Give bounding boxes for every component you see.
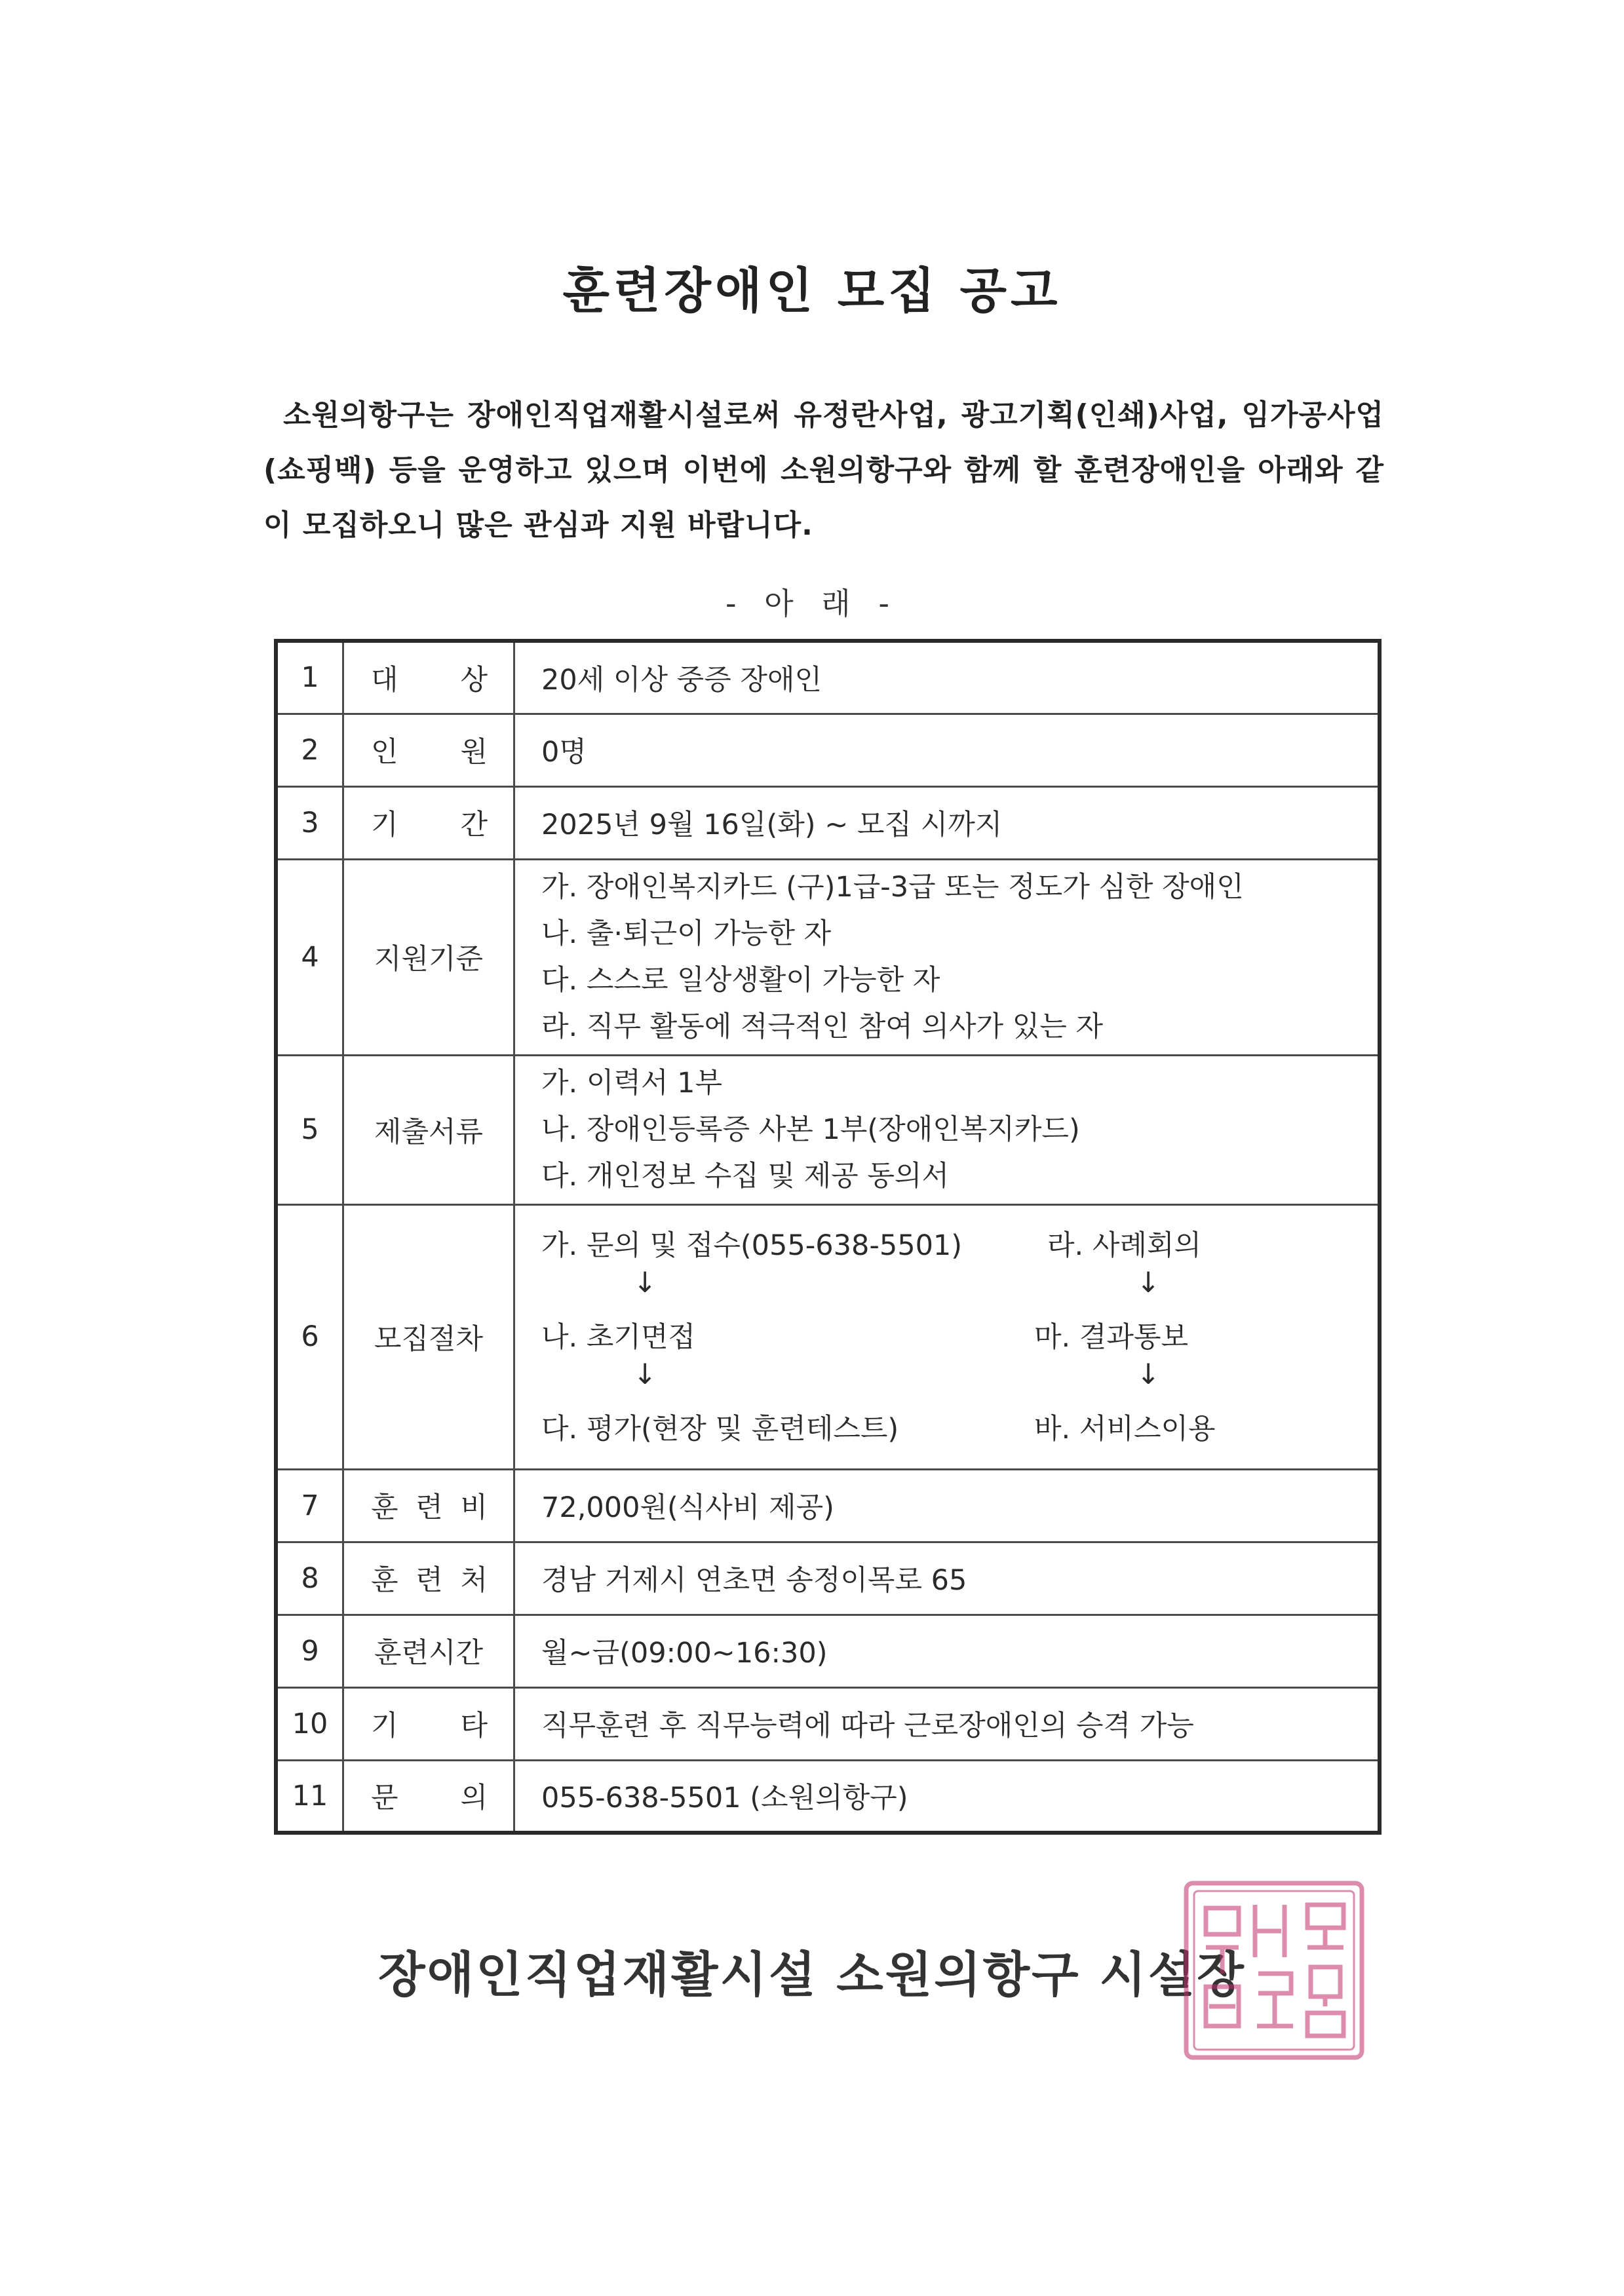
row-number: 8 [276, 1542, 343, 1615]
row-number: 6 [276, 1204, 343, 1469]
row-label: 모집절차 [343, 1204, 514, 1469]
row-label [343, 1469, 514, 1542]
row-value: 경남 거제시 연초면 송정이목로 65 [514, 1542, 1380, 1615]
row-value: 직무훈련 후 직무능력에 따라 근로장애인의 승격 가능 [514, 1687, 1380, 1760]
intro-paragraph: 소원의항구는 장애인직업재활시설로써 유정란사업, 광고기획(인쇄)사업, 임가공사업(쇼핑백) 등을 운영하고 있으며 이번에 소원의항구와 함께 할 훈련장애인을 아래와 같이 모집하오니 많은 관심과 지원 바랍니다. [263, 398, 1384, 542]
procedure-step: 마. 결과통보 [1034, 1320, 1189, 1354]
label-char: 타 [460, 1710, 488, 1742]
row-value: 72,000원(식사비 제공) [514, 1469, 1380, 1542]
table-row [276, 786, 1380, 859]
criteria-line: 다. 스스로 일상생활이 가능한 자 [541, 963, 940, 997]
row-label: 제출서류 [343, 1055, 514, 1204]
criteria-line: 라. 직무 활동에 적극적인 참여 의사가 있는 자 [541, 1010, 1104, 1043]
official-seal-icon [1180, 1875, 1370, 2065]
row-number: 9 [276, 1615, 343, 1687]
row-label [343, 1542, 514, 1615]
procedure-step: 다. 평가(현장 및 훈련테스트) [541, 1412, 899, 1445]
table-row [276, 1542, 1380, 1615]
row-value [514, 1055, 1380, 1204]
label-char: 간 [460, 809, 488, 841]
recruitment-table [274, 639, 1382, 1835]
row-number: 4 [276, 859, 343, 1055]
procedure-step: 바. 서비스이용 [1034, 1412, 1216, 1445]
row-value: 월~금(09:00~16:30) [514, 1615, 1380, 1687]
down-arrow-icon: ↓ [633, 1266, 657, 1299]
row-label [343, 786, 514, 859]
row-number: 1 [276, 641, 343, 714]
procedure-step: 나. 초기면접 [541, 1320, 696, 1354]
page-title: 훈련장애인 모집 공고 [562, 263, 1062, 319]
label-char: 원 [460, 736, 488, 769]
row-label: 지원기준 [343, 859, 514, 1055]
label-char: 대 [371, 663, 398, 697]
label-char: 훈 [371, 1564, 398, 1597]
document-line: 나. 장애인등록증 사본 1부(장애인복지카드) [541, 1113, 1080, 1146]
row-value: 055-638-5501 (소원의항구) [514, 1760, 1380, 1833]
label-char: 련 [416, 1491, 443, 1524]
procedure-flow [515, 1206, 1377, 1468]
table-row [276, 1469, 1380, 1542]
row-number: 3 [276, 786, 343, 859]
procedure-step: 가. 문의 및 접수(055-638-5501) [541, 1229, 963, 1262]
row-label [343, 714, 514, 786]
table-row [276, 1204, 1380, 1469]
criteria-line: 가. 장애인복지카드 (구)1급-3급 또는 정도가 심한 장애인 [541, 870, 1244, 904]
document-line: 다. 개인정보 수집 및 제공 동의서 [541, 1159, 950, 1193]
table-row [276, 714, 1380, 786]
label-char: 기 [371, 809, 398, 841]
row-value [514, 859, 1380, 1055]
issuer-signature: 장애인직업재활시설 소원의항구 시설장 [378, 1947, 1246, 2003]
down-arrow-icon: ↓ [1136, 1358, 1161, 1391]
row-number: 5 [276, 1055, 343, 1204]
label-char: 인 [371, 736, 398, 769]
row-number: 11 [276, 1760, 343, 1833]
document-line: 가. 이력서 1부 [541, 1066, 723, 1100]
table-row [276, 1687, 1380, 1760]
table-row [276, 641, 1380, 714]
criteria-line: 나. 출·퇴근이 가능한 자 [541, 917, 832, 950]
down-arrow-icon: ↓ [1136, 1266, 1161, 1299]
table-row [276, 1760, 1380, 1833]
row-label: 훈련시간 [343, 1615, 514, 1687]
label-char: 문 [371, 1782, 398, 1815]
row-label [343, 1760, 514, 1833]
row-label [343, 641, 514, 714]
row-number: 2 [276, 714, 343, 786]
label-char: 의 [460, 1782, 488, 1815]
table-row [276, 859, 1380, 1055]
row-label [343, 1687, 514, 1760]
label-char: 비 [460, 1491, 488, 1524]
table-row [276, 1615, 1380, 1687]
label-char: 련 [416, 1564, 443, 1597]
label-char: 훈 [371, 1491, 398, 1524]
label-char: 처 [460, 1564, 488, 1597]
label-char: 상 [460, 663, 488, 697]
row-value: 20세 이상 중증 장애인 [514, 641, 1380, 714]
down-arrow-icon: ↓ [633, 1358, 657, 1391]
row-value [514, 1204, 1380, 1469]
table-row [276, 1055, 1380, 1204]
row-number: 10 [276, 1687, 343, 1760]
procedure-step: 라. 사례회의 [1047, 1229, 1202, 1262]
row-value: 0명 [514, 714, 1380, 786]
row-value: 2025년 9월 16일(화) ~ 모집 시까지 [514, 786, 1380, 859]
label-char: 기 [371, 1710, 398, 1742]
below-heading: - 아 래 - [725, 586, 899, 621]
row-number: 7 [276, 1469, 343, 1542]
